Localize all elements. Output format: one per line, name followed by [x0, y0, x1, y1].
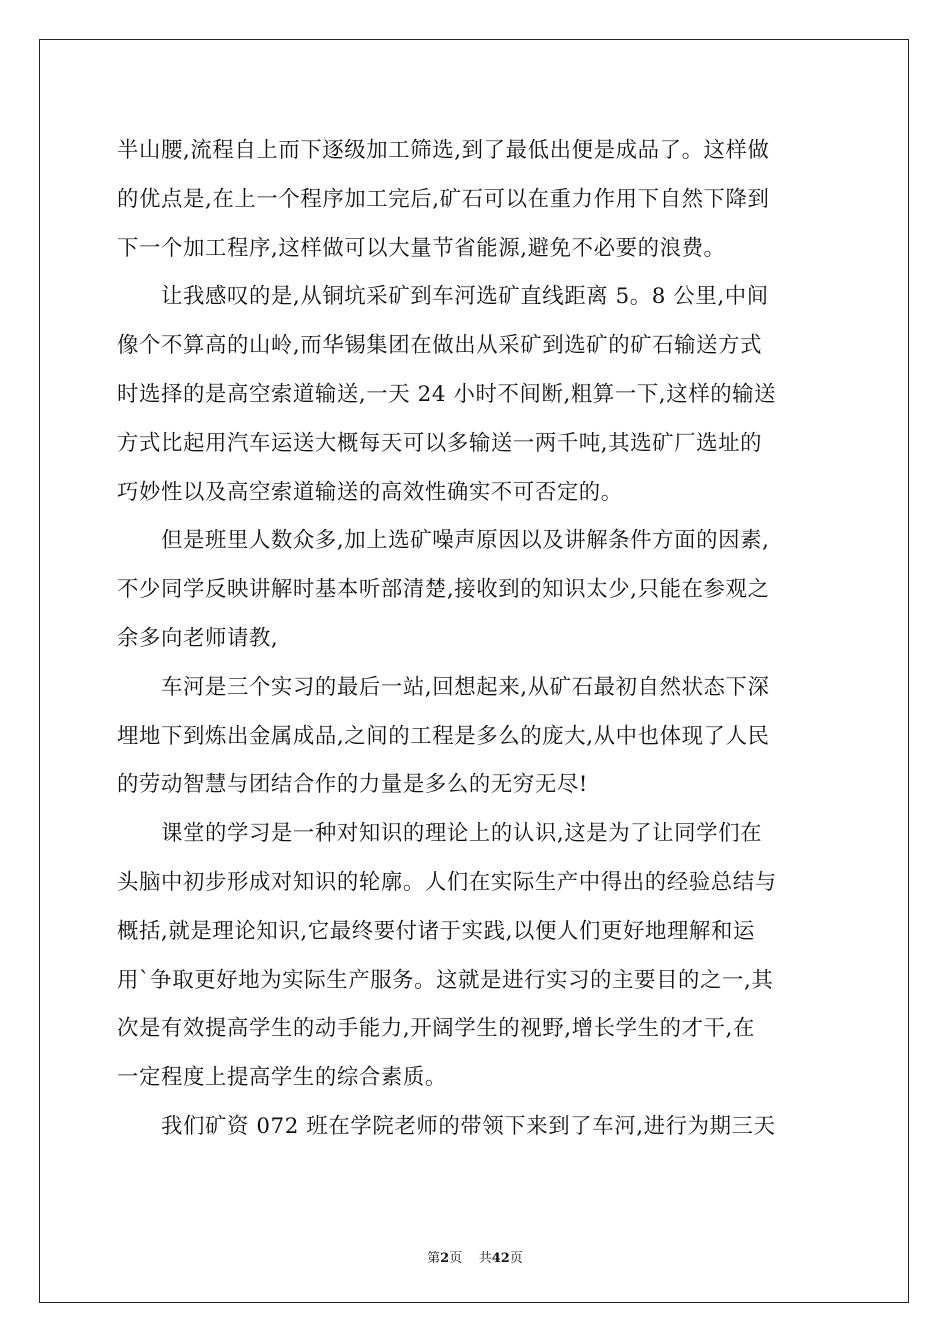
page-number: 2 [440, 1251, 450, 1266]
text-line: 方式比起用汽车运送大概每天可以多输送一两千吨,其选矿厂选址的 [117, 430, 763, 456]
text-line: 次是有效提高学生的动手能力,开阔学生的视野,增长学生的才干,在 [117, 1016, 755, 1042]
page-unit: 页 [449, 1251, 463, 1266]
text-line: 半山腰,流程自上而下逐级加工筛选,到了最低出便是成品了。这样做 [117, 138, 770, 163]
text-line: 车河是三个实习的最后一站,回想起来,从矿石最初自然状态下深 [117, 674, 770, 700]
text-line: 埋地下到炼出金属成品,之间的工程是多么的庞大,从中也体现了人民 [117, 723, 770, 749]
text-line: 巧妙性以及高空索道输送的高效性确实不可否定的。 [117, 479, 623, 505]
text-line: 但是班里人数众多,加上选矿噪声原因以及讲解条件方面的因素, [117, 528, 770, 554]
paragraph-5 [117, 810, 833, 1103]
paragraph-3 [117, 517, 833, 663]
text-line: 像个不算高的山岭,而华锡集团在做出从采矿到选矿的矿石输送方式 [117, 333, 763, 359]
text-line: 不少同学反映讲解时基本听部清楚,接收到的知识太少,只能在参观之 [117, 577, 770, 603]
total-pages: 42 [491, 1251, 510, 1266]
text-line: 用`争取更好地为实际生产服务。这就是进行实习的主要目的之一,其 [117, 967, 774, 993]
text-line: 时选择的是高空索道输送,一天 24 小时不间断,粗算一下,这样的输送 [117, 381, 777, 407]
text-line: 概括,就是理论知识,它最终要付诸于实践,以便人们更好地理解和运 [117, 918, 755, 944]
text-line: 一定程度上提高学生的综合素质。 [117, 1065, 447, 1091]
text-line: 的优点是,在上一个程序加工完后,矿石可以在重力作用下自然下降到 [117, 186, 770, 212]
paragraph-2 [117, 273, 833, 517]
text-line: 的劳动智慧与团结合作的力量是多么的无穷无尽! [117, 772, 588, 798]
text-line: 我们矿资 072 班在学院老师的带领下来到了车河,进行为期三天 [117, 1113, 776, 1139]
page-footer [0, 1247, 950, 1266]
page-prefix: 第 [427, 1251, 441, 1266]
total-unit: 页 [509, 1251, 523, 1266]
text-line: 头脑中初步形成对知识的轮廓。人们在实际生产中得出的经验总结与 [117, 869, 777, 895]
text-line: 课堂的学习是一种对知识的理论上的认识,这是为了让同学们在 [117, 821, 763, 847]
paragraph-4 [117, 664, 833, 810]
text-line: 让我感叹的是,从铜坑采矿到车河选矿直线距离 5。8 公里,中间 [117, 284, 769, 310]
paragraph-1 [117, 127, 833, 273]
text-line: 下一个加工程序,这样做可以大量节省能源,避免不必要的浪费。 [117, 235, 726, 261]
paragraph-6 [117, 1103, 833, 1152]
document-body [117, 127, 833, 1152]
text-line: 余多向老师请教, [117, 625, 279, 651]
total-prefix: 共 [478, 1251, 492, 1266]
